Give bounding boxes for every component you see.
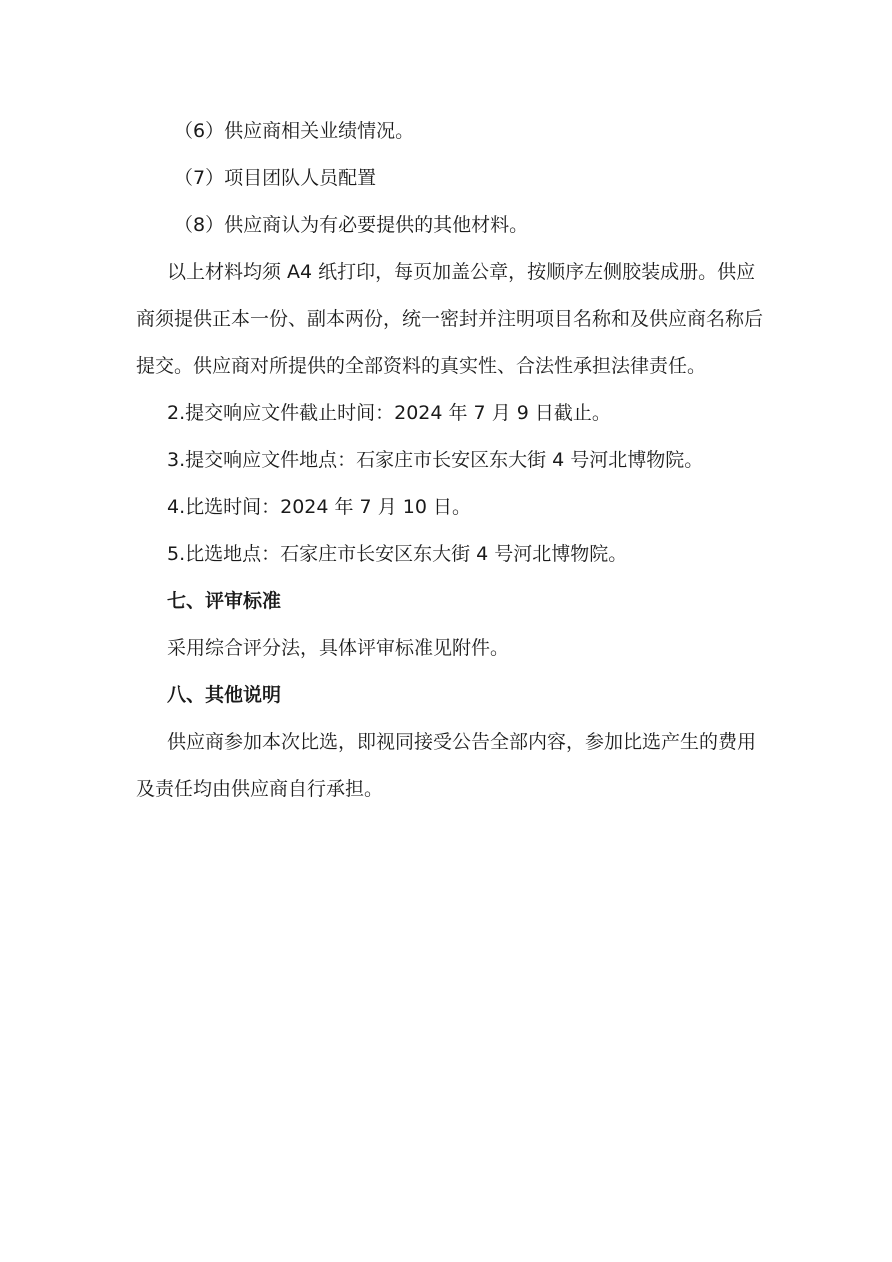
selection-time-item: 4.比选时间：2024 年 7 月 10 日。 bbox=[167, 496, 471, 518]
submission-location-item: 3.提交响应文件地点：石家庄市长安区东大街 4 号河北博物院。 bbox=[167, 449, 704, 471]
list-item-7: （7）项目团队人员配置 bbox=[174, 167, 377, 189]
section-8-heading: 八、其他说明 bbox=[167, 684, 282, 706]
document-body bbox=[136, 108, 766, 813]
section-8-body: 供应商参加本次比选，即视同接受公告全部内容，参加比选产生的费用及责任均由供应商自行承担。 bbox=[136, 731, 757, 800]
list-item-8: （8）供应商认为有必要提供的其他材料。 bbox=[174, 214, 529, 236]
materials-paragraph: 以上材料均须 A4 纸打印，每页加盖公章，按顺序左侧胶装成册。供应商须提供正本一份、副本两份，统一密封并注明项目名称和及供应商名称后提交。供应商对所提供的全部资料的真实性、合法性承担法律责任。 bbox=[136, 261, 764, 377]
deadline-item: 2.提交响应文件截止时间：2024 年 7 月 9 日截止。 bbox=[167, 402, 611, 424]
section-7-heading: 七、评审标准 bbox=[167, 590, 282, 612]
list-item-6: （6）供应商相关业绩情况。 bbox=[174, 120, 415, 142]
section-7-body: 采用综合评分法，具体评审标准见附件。 bbox=[167, 637, 510, 659]
selection-location-item: 5.比选地点：石家庄市长安区东大街 4 号河北博物院。 bbox=[167, 543, 628, 565]
